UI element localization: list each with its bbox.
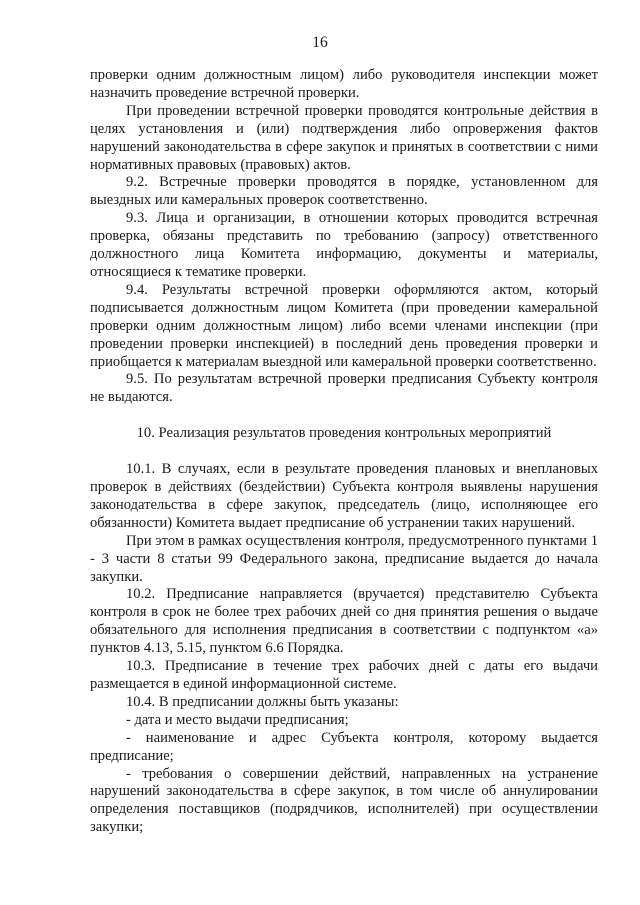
paragraph-9-4: 9.4. Результаты встречной проверки оформляются актом, который подписывается должностным лицом Комитета (при проведении камеральной проверки одним должностным лицом) либо всеми членами инспекции (при проведении проверки инспекцией) в последний день проведения проверки и приобщается к материалам выездной или камеральной проверки соответственно. (90, 281, 598, 370)
paragraph: При этом в рамках осуществления контроля, предусмотренного пунктами 1 - 3 части 8 статьи 99 Федерального закона, предписание выдается до начала закупки. (90, 532, 598, 585)
paragraph: При проведении встречной проверки проводятся контрольные действия в целях установления и (или) подтверждения либо опровержения фактов нарушений законодательства в сфере закупок и принятых в соответствии с ними нормативных правовых (правовых) актов. (90, 102, 598, 173)
document-body (90, 67, 598, 837)
paragraph-9-5: 9.5. По результатам встречной проверки предписания Субъекту контроля не выдаются. (90, 371, 598, 406)
paragraph-9-2: 9.2. Встречные проверки проводятся в порядке, установленном для выездных или камеральных проверок соответственно. (90, 174, 598, 209)
paragraph: проверки одним должностным лицом) либо руководителя инспекции может назначить проведение встречной проверки. (90, 67, 598, 101)
section-heading: 10. Реализация результатов проведения контрольных мероприятий (136, 425, 552, 442)
list-item: - наименование и адрес Субъекта контроля, которому выдается предписание; (90, 729, 598, 764)
paragraph-10-3: 10.3. Предписание в течение трех рабочих дней с даты его выдачи размещается в единой информационной системе. (90, 658, 598, 692)
list-item: - дата и место выдачи предписания; (126, 711, 349, 728)
paragraph-10-4: 10.4. В предписании должны быть указаны: (126, 693, 399, 710)
paragraph-9-3: 9.3. Лица и организации, в отношении которых проводится встречная проверка, обязаны представить по требованию (запросу) ответственного должностного лица Комитета информацию, документы и материалы, относящиеся к тематике проверки. (90, 210, 598, 280)
paragraph-10-2: 10.2. Предписание направляется (вручается) представителю Субъекта контроля в срок не более трех рабочих дней со дня принятия решения о выдаче обязательного для исполнения предписания в соответствии с подпунктом «а» пунктов 4.13, 5.15, пунктом 6.6 Порядка. (90, 586, 598, 657)
page-number: 16 (312, 34, 328, 51)
paragraph-10-1: 10.1. В случаях, если в результате проведения плановых и внеплановых проверок в действиях (бездействии) Субъекта контроля выявлены нарушения законодательства в сфере закупок, председатель (лицо, исполняющее его обязанности) Комитета выдает предписание об устранении таких нарушений. (90, 461, 598, 531)
list-item: - требования о совершении действий, направленных на устранение нарушений законодательства в сфере закупок, в том числе об аннулировании определения поставщиков (подрядчиков, исполнителей) при осуществлении закупки; (90, 765, 598, 836)
